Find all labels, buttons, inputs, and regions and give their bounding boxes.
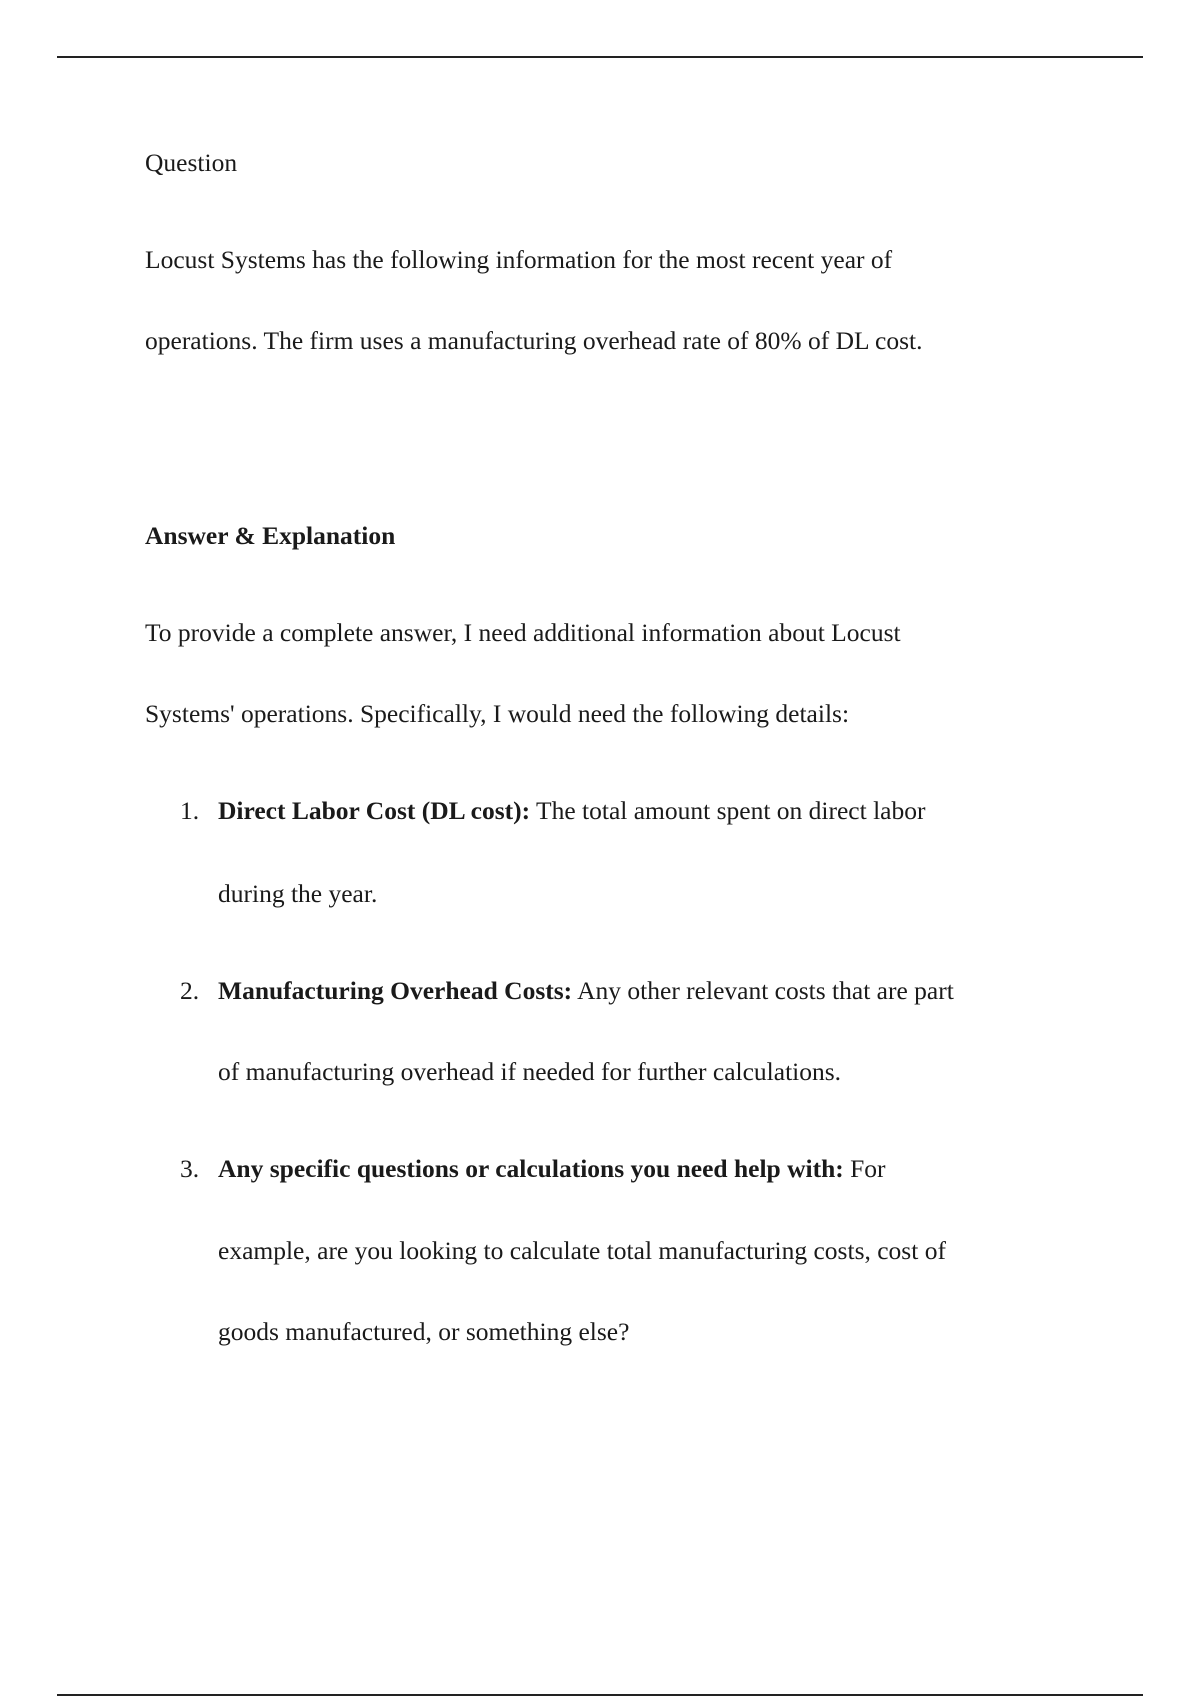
list-item-text: For: [843, 1154, 886, 1183]
answer-intro-line-2: Systems' operations. Specifically, I would need the following details:: [145, 699, 850, 728]
list-item-text: Any other relevant costs that are part: [572, 976, 954, 1005]
list-item-number: 3.: [180, 1154, 200, 1183]
answer-heading: Answer & Explanation: [145, 521, 396, 550]
question-line-1: Locust Systems has the following information for the most recent year of: [145, 245, 893, 274]
list-item-text: The total amount spent on direct labor: [530, 796, 926, 825]
top-rule: [57, 56, 1143, 58]
list-item-term: Manufacturing Overhead Costs:: [218, 976, 573, 1005]
bottom-rule: [57, 1694, 1143, 1696]
list-item-line: of manufacturing overhead if needed for further calculations.: [218, 1057, 842, 1086]
list-item-line: during the year.: [218, 879, 378, 908]
answer-intro-line-1: To provide a complete answer, I need additional information about Locust: [145, 618, 901, 647]
list-item-term: Direct Labor Cost (DL cost):: [218, 796, 531, 825]
question-line-2: operations. The firm uses a manufacturing overhead rate of 80% of DL cost.: [145, 326, 923, 355]
question-label: Question: [145, 148, 238, 177]
list-item-line: [218, 974, 954, 1008]
list-item-number: 1.: [180, 796, 200, 825]
list-item-number: 2.: [180, 976, 200, 1005]
list-item-line: example, are you looking to calculate total manufacturing costs, cost of: [218, 1236, 946, 1265]
list-item-line: [218, 1152, 886, 1186]
list-item-term: Any specific questions or calculations you need help with:: [218, 1154, 844, 1183]
list-item-line: goods manufactured, or something else?: [218, 1317, 630, 1346]
list-item-line: [218, 794, 925, 828]
